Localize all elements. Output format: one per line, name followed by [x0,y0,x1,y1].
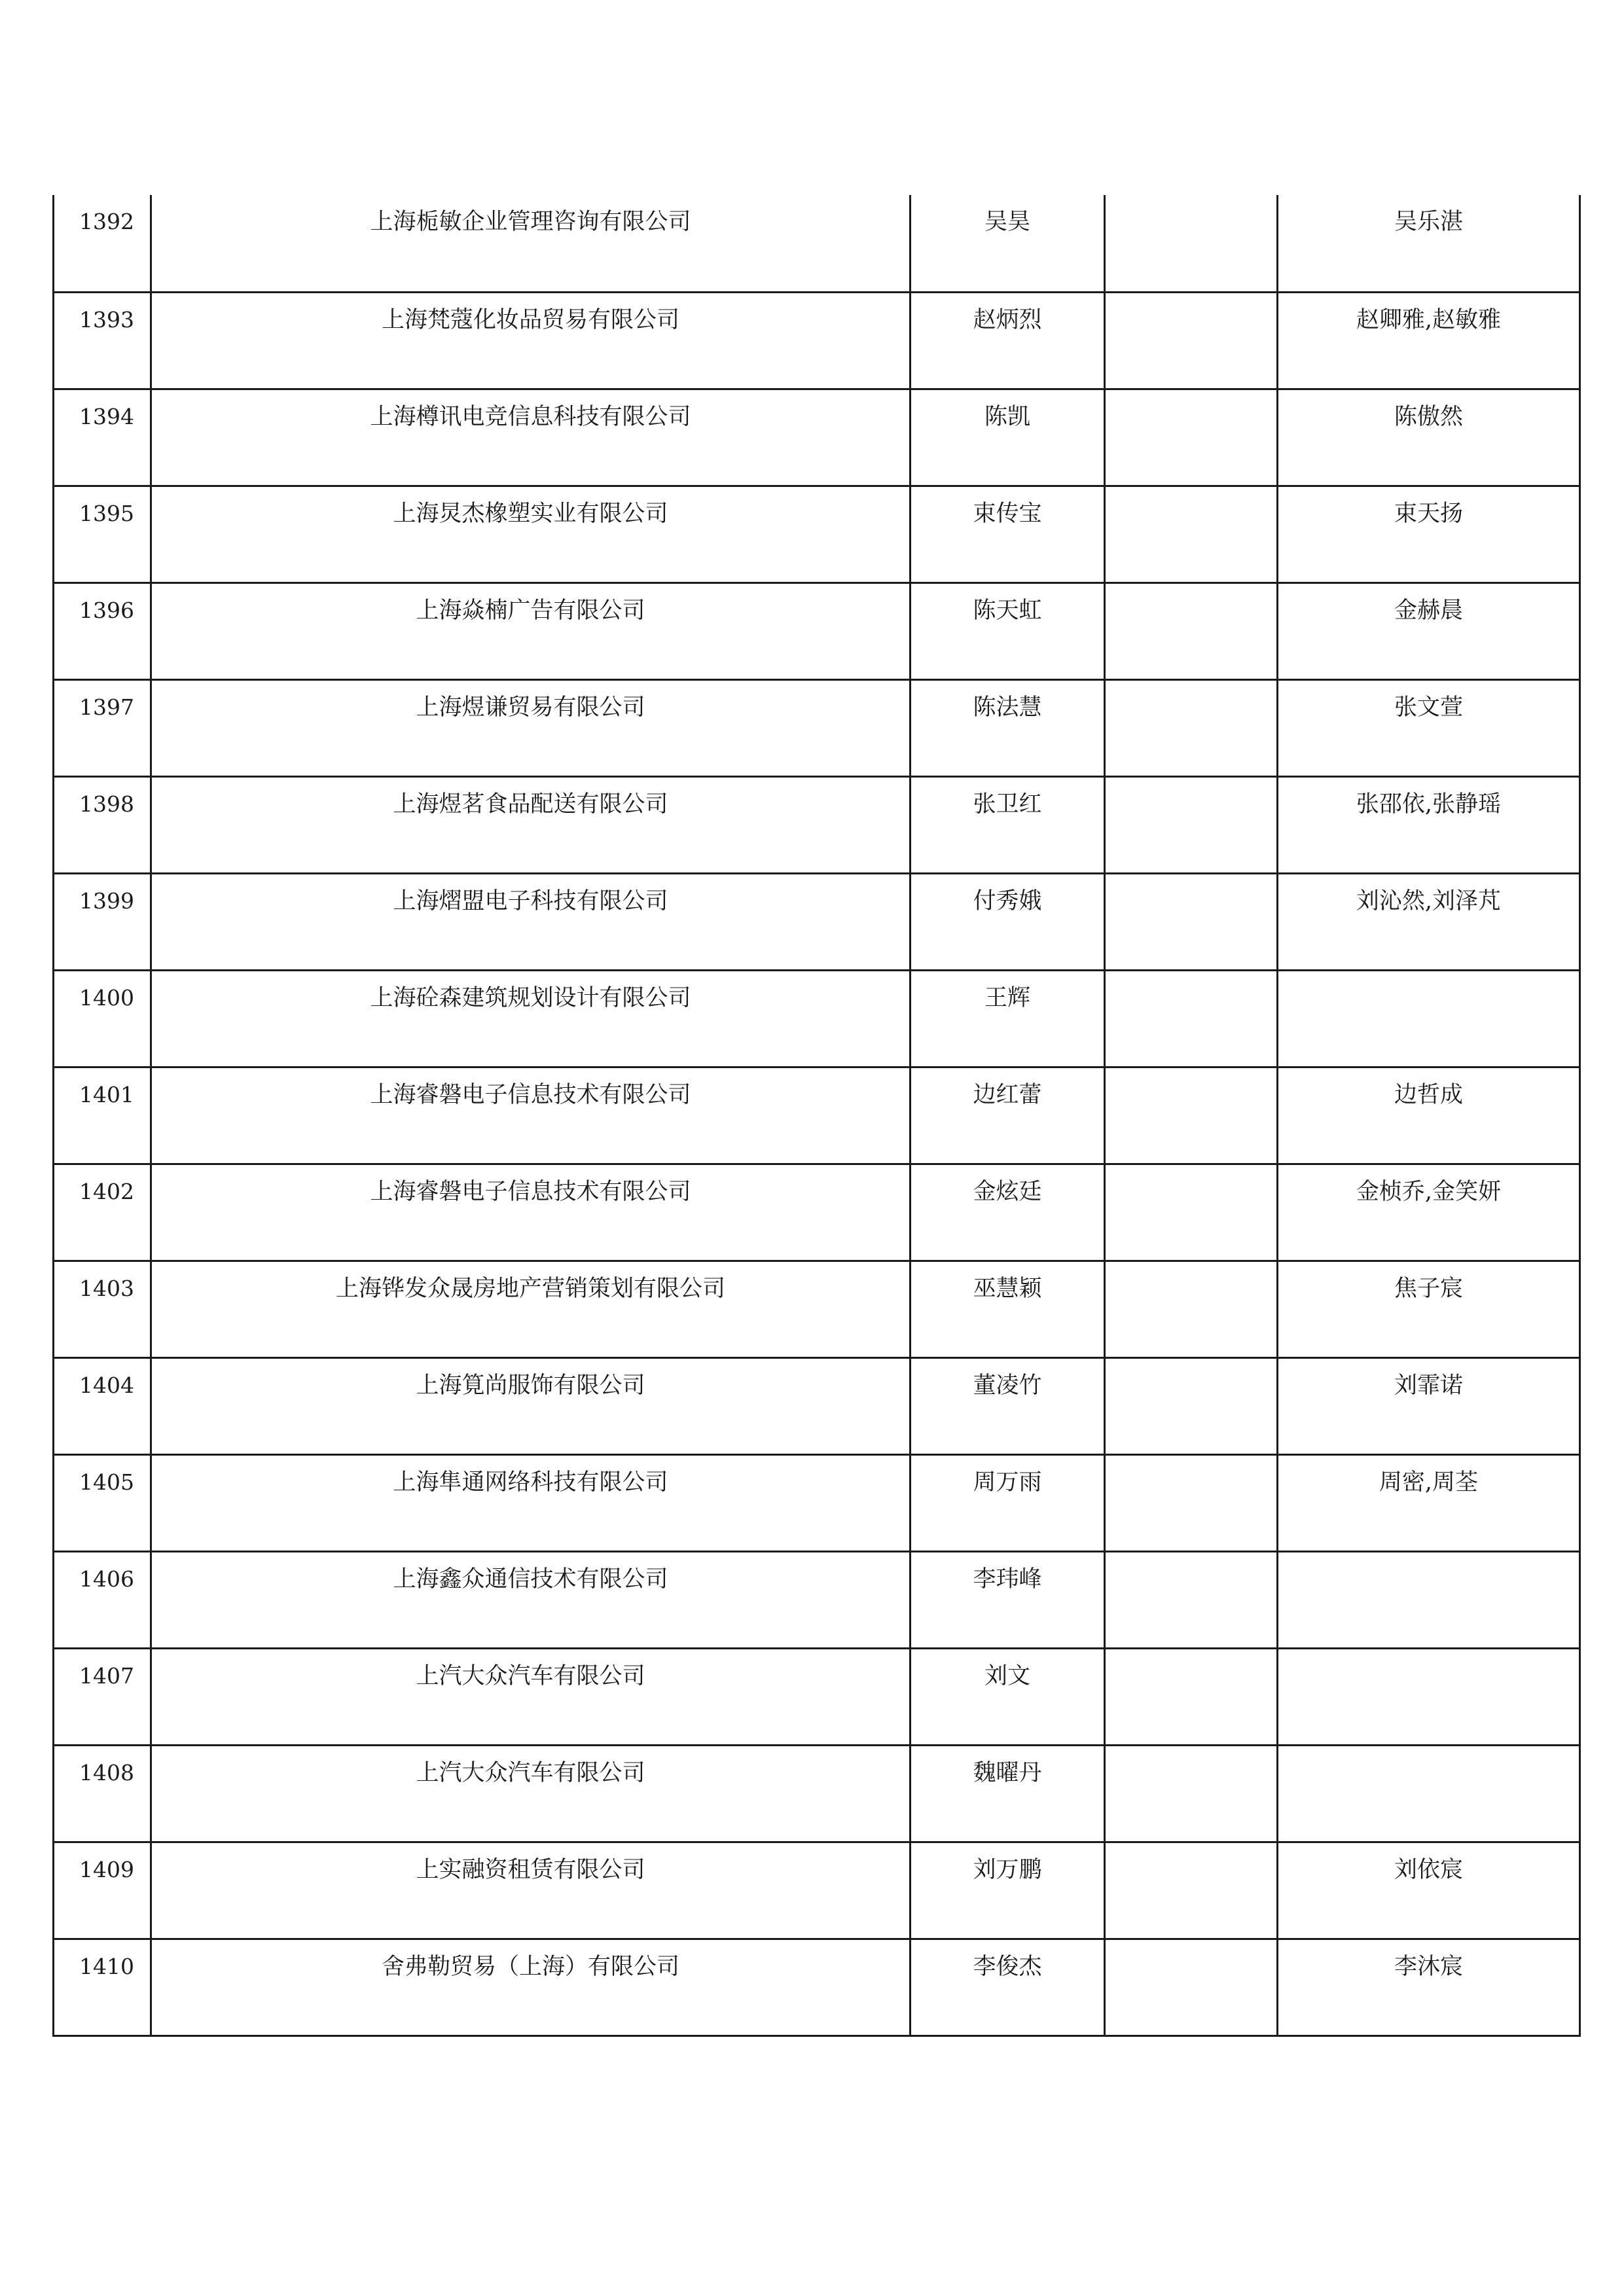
cell-number: 1409 [54,1842,151,1939]
cell-number: 1392 [54,195,151,292]
cell-related: 刘霏诺 [1278,1357,1580,1454]
cell-extra [1105,1357,1278,1454]
cell-company: 上海樽讯电竞信息科技有限公司 [151,389,911,486]
cell-person: 吴昊 [911,195,1105,292]
cell-extra [1105,486,1278,583]
cell-related: 边哲成 [1278,1067,1580,1164]
table-row [54,970,1580,1067]
data-table [52,195,1581,2037]
cell-number: 1393 [54,292,151,389]
cell-number: 1406 [54,1551,151,1648]
cell-number: 1405 [54,1454,151,1551]
cell-company: 上海砼森建筑规划设计有限公司 [151,970,911,1067]
cell-person: 李玮峰 [911,1551,1105,1648]
cell-extra [1105,1551,1278,1648]
cell-related [1278,970,1580,1067]
cell-person: 周万雨 [911,1454,1105,1551]
table-row [54,583,1580,679]
cell-related: 金赫晨 [1278,583,1580,679]
cell-related: 张文萱 [1278,679,1580,776]
cell-person: 陈法慧 [911,679,1105,776]
table-row [54,1164,1580,1261]
cell-related: 陈傲然 [1278,389,1580,486]
cell-company: 上海煜茗食品配送有限公司 [151,776,911,873]
table-row [54,873,1580,970]
cell-number: 1401 [54,1067,151,1164]
table-row [54,1357,1580,1454]
cell-related [1278,1648,1580,1745]
cell-number: 1398 [54,776,151,873]
cell-related: 赵卿雅,赵敏雅 [1278,292,1580,389]
table-row [54,1745,1580,1842]
table-row [54,1648,1580,1745]
table-body [54,195,1580,2036]
cell-number: 1404 [54,1357,151,1454]
table-row [54,1842,1580,1939]
cell-extra [1105,776,1278,873]
cell-related: 焦子宸 [1278,1261,1580,1357]
cell-extra [1105,679,1278,776]
cell-company: 上海煜谦贸易有限公司 [151,679,911,776]
cell-company: 上海筧尚服饰有限公司 [151,1357,911,1454]
cell-number: 1394 [54,389,151,486]
cell-number: 1402 [54,1164,151,1261]
cell-company: 上海炅杰橡塑实业有限公司 [151,486,911,583]
cell-company: 上海睿磐电子信息技术有限公司 [151,1067,911,1164]
cell-related: 李沐宸 [1278,1939,1580,2036]
cell-company: 上海栀敏企业管理咨询有限公司 [151,195,911,292]
cell-company: 上汽大众汽车有限公司 [151,1648,911,1745]
cell-person: 魏曜丹 [911,1745,1105,1842]
cell-company: 上实融资租赁有限公司 [151,1842,911,1939]
cell-related: 金桢乔,金笑妍 [1278,1164,1580,1261]
cell-number: 1400 [54,970,151,1067]
cell-related [1278,1551,1580,1648]
cell-extra [1105,1842,1278,1939]
cell-extra [1105,1939,1278,2036]
cell-extra [1105,970,1278,1067]
cell-company: 上海隼通网络科技有限公司 [151,1454,911,1551]
cell-related: 束天扬 [1278,486,1580,583]
cell-related: 刘依宸 [1278,1842,1580,1939]
cell-person: 董凌竹 [911,1357,1105,1454]
cell-number: 1408 [54,1745,151,1842]
cell-company: 上海睿磐电子信息技术有限公司 [151,1164,911,1261]
cell-person: 金炫廷 [911,1164,1105,1261]
cell-person: 赵炳烈 [911,292,1105,389]
cell-number: 1407 [54,1648,151,1745]
cell-extra [1105,873,1278,970]
table-row [54,776,1580,873]
cell-company: 上海熠盟电子科技有限公司 [151,873,911,970]
cell-company: 上海鑫众通信技术有限公司 [151,1551,911,1648]
cell-extra [1105,1067,1278,1164]
cell-person: 陈凯 [911,389,1105,486]
table-row [54,679,1580,776]
cell-related: 吴乐湛 [1278,195,1580,292]
cell-number: 1399 [54,873,151,970]
cell-person: 巫慧颖 [911,1261,1105,1357]
cell-extra [1105,292,1278,389]
table-row [54,389,1580,486]
table-row [54,1067,1580,1164]
table-row [54,1261,1580,1357]
table-row [54,292,1580,389]
cell-number: 1395 [54,486,151,583]
cell-number: 1410 [54,1939,151,2036]
cell-extra [1105,1261,1278,1357]
cell-extra [1105,583,1278,679]
table-row [54,1454,1580,1551]
cell-related: 周密,周荃 [1278,1454,1580,1551]
cell-company: 上海梵蔻化妆品贸易有限公司 [151,292,911,389]
cell-person: 王辉 [911,970,1105,1067]
cell-extra [1105,1164,1278,1261]
cell-number: 1403 [54,1261,151,1357]
cell-company: 上海铧发众晟房地产营销策划有限公司 [151,1261,911,1357]
cell-related: 刘沁然,刘泽芃 [1278,873,1580,970]
cell-person: 付秀娥 [911,873,1105,970]
table-row [54,486,1580,583]
table-row [54,1551,1580,1648]
cell-extra [1105,1745,1278,1842]
cell-number: 1397 [54,679,151,776]
cell-company: 上海焱楠广告有限公司 [151,583,911,679]
cell-extra [1105,389,1278,486]
cell-person: 陈天虹 [911,583,1105,679]
cell-related [1278,1745,1580,1842]
cell-person: 刘万鹏 [911,1842,1105,1939]
cell-person: 边红蕾 [911,1067,1105,1164]
cell-extra [1105,1454,1278,1551]
data-table-container [52,195,1579,2037]
cell-related: 张邵依,张静瑶 [1278,776,1580,873]
cell-extra [1105,1648,1278,1745]
table-row [54,1939,1580,2036]
cell-person: 李俊杰 [911,1939,1105,2036]
cell-person: 束传宝 [911,486,1105,583]
cell-person: 张卫红 [911,776,1105,873]
table-row [54,195,1580,292]
cell-number: 1396 [54,583,151,679]
cell-company: 上汽大众汽车有限公司 [151,1745,911,1842]
cell-company: 舍弗勒贸易（上海）有限公司 [151,1939,911,2036]
cell-extra [1105,195,1278,292]
cell-person: 刘文 [911,1648,1105,1745]
